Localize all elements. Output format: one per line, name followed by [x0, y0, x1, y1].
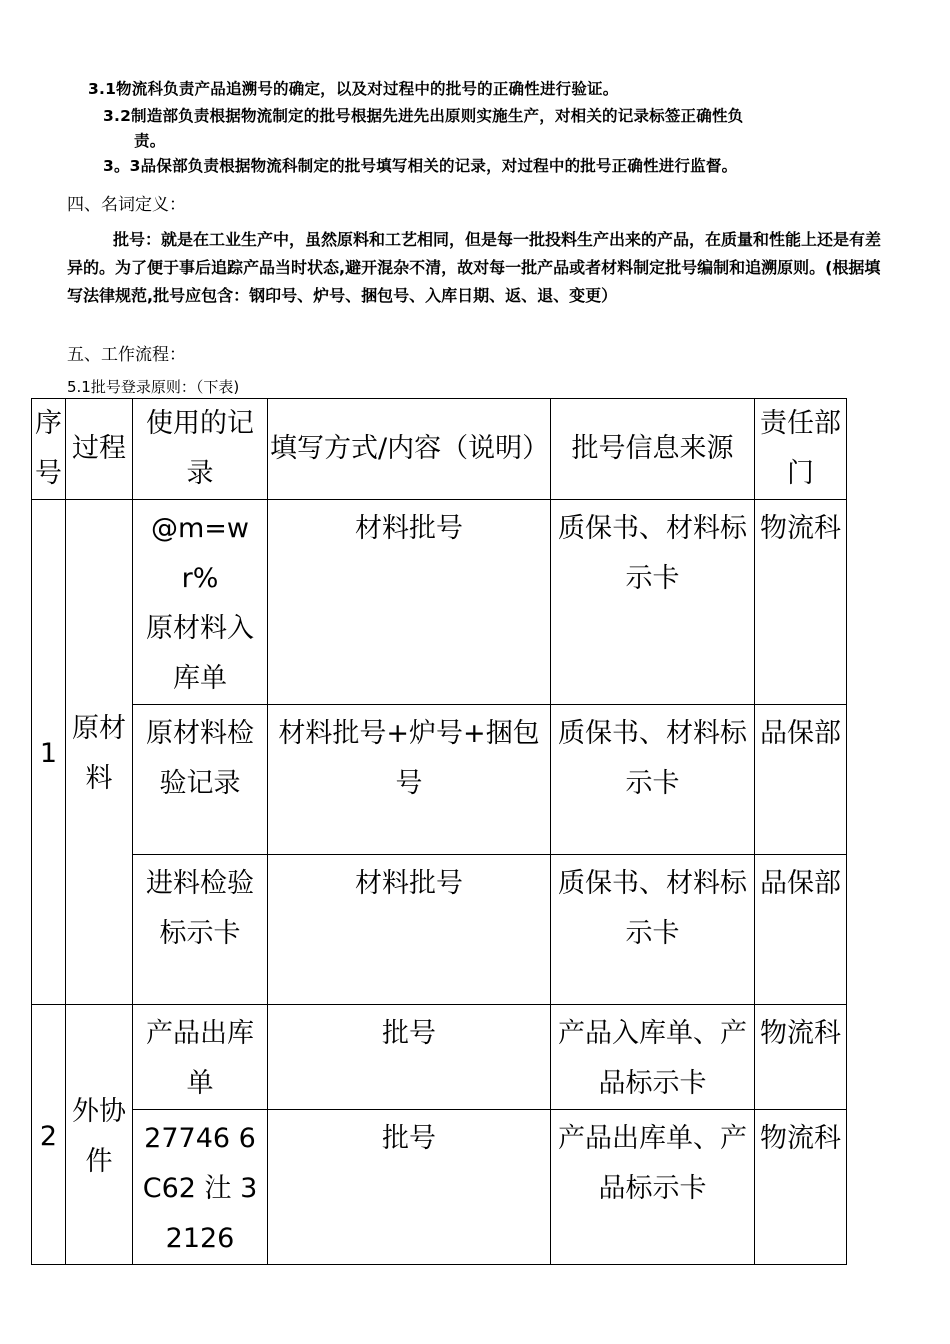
- table-row: [32, 500, 847, 705]
- dept-cell: 物流科: [755, 1110, 847, 1265]
- header-dept: 责任部门: [755, 399, 847, 500]
- table-row: [32, 1005, 847, 1110]
- record-cell: 27746 6C62 汢 32126: [133, 1110, 268, 1265]
- section-5-heading: 五、工作流程：: [67, 345, 186, 365]
- table-row: [32, 855, 847, 1005]
- header-content: 填写方式/内容（说明）: [268, 399, 551, 500]
- definition-paragraph: [67, 226, 885, 310]
- table-caption: 5.1批号登录原则：（下表): [67, 378, 240, 396]
- dept-cell: 物流科: [755, 1005, 847, 1110]
- table-row: [32, 705, 847, 855]
- header-process: 过程: [66, 399, 133, 500]
- process-cell: 原材料: [66, 500, 133, 1005]
- source-cell: 质保书、材料标示卡: [551, 500, 755, 705]
- record-cell: 原材料检验记录: [133, 705, 268, 855]
- source-cell: 质保书、材料标示卡: [551, 855, 755, 1005]
- batch-number-table: [31, 398, 847, 1265]
- content-cell: 材料批号: [268, 855, 551, 1005]
- header-record: 使用的记录: [133, 399, 268, 500]
- record-cell: @m=wr% 原材料入库单: [133, 500, 268, 705]
- clause-3-3: 3。3品保部负责根据物流科制定的批号填写相关的记录，对过程中的批号正确性进行监督。: [103, 157, 738, 175]
- definition-text: 批号：就是在工业生产中，虽然原料和工艺相同，但是每一批投料生产出来的产品，在质量和性能上还是有差异的。为了便于事后追踪产品当时状态,避开混杂不清，故对每一批产品或者材料制定批号编制和追溯原则。(根据填写法律规范,批号应包含：钢印号、炉号、捆包号、入库日期、返、退、变更）: [67, 230, 882, 305]
- dept-cell: 物流科: [755, 500, 847, 705]
- row-number: 1: [32, 500, 66, 1005]
- table-header-row: [32, 399, 847, 500]
- clause-3-2-continued: 责。: [134, 132, 166, 150]
- content-cell: 批号: [268, 1005, 551, 1110]
- clause-3-2: 3.2制造部负责根据物流制定的批号根据先进先出原则实施生产，对相关的记录标签正确性负: [103, 107, 744, 125]
- clause-3-1: 3.1物流科负责产品追溯号的确定，以及对过程中的批号的正确性进行验证。: [88, 80, 619, 98]
- source-cell: 产品出库单、产品标示卡: [551, 1110, 755, 1265]
- table-row: [32, 1110, 847, 1265]
- process-cell: 外协件: [66, 1005, 133, 1265]
- content-cell: 材料批号: [268, 500, 551, 705]
- record-cell: 进料检验标示卡: [133, 855, 268, 1005]
- content-cell: 材料批号+炉号+捆包号: [268, 705, 551, 855]
- dept-cell: 品保部: [755, 855, 847, 1005]
- dept-cell: 品保部: [755, 705, 847, 855]
- row-number: 2: [32, 1005, 66, 1265]
- content-cell: 批号: [268, 1110, 551, 1265]
- header-source: 批号信息来源: [551, 399, 755, 500]
- section-4-heading: 四、名词定义：: [67, 195, 186, 215]
- header-no: 序号: [32, 399, 66, 500]
- source-cell: 产品入库单、产品标示卡: [551, 1005, 755, 1110]
- record-cell: 产品出库单: [133, 1005, 268, 1110]
- source-cell: 质保书、材料标示卡: [551, 705, 755, 855]
